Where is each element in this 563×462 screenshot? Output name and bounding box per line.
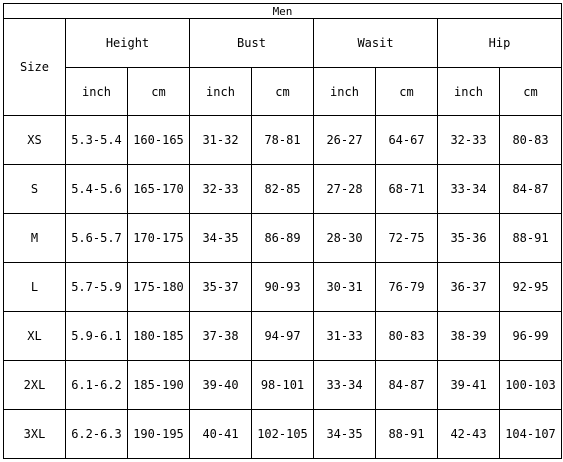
unit-header: inch <box>190 68 252 116</box>
table-row <box>4 361 562 410</box>
unit-header-row <box>4 68 562 116</box>
measurement-cell: 5.3-5.4 <box>66 116 128 165</box>
title-row <box>4 4 562 19</box>
measurement-cell: 82-85 <box>252 165 314 214</box>
measurement-cell: 37-38 <box>190 312 252 361</box>
measurement-cell: 170-175 <box>128 214 190 263</box>
measurement-cell: 28-30 <box>314 214 376 263</box>
measurement-cell: 96-99 <box>500 312 562 361</box>
size-chart-table <box>3 3 562 459</box>
unit-header: cm <box>128 68 190 116</box>
measurement-cell: 160-165 <box>128 116 190 165</box>
measurement-cell: 38-39 <box>438 312 500 361</box>
measurement-cell: 27-28 <box>314 165 376 214</box>
measurement-cell: 5.4-5.6 <box>66 165 128 214</box>
measurement-cell: 175-180 <box>128 263 190 312</box>
measurement-cell: 40-41 <box>190 410 252 459</box>
measurement-cell: 94-97 <box>252 312 314 361</box>
measurement-cell: 33-34 <box>314 361 376 410</box>
measurement-cell: 35-36 <box>438 214 500 263</box>
measurement-cell: 78-81 <box>252 116 314 165</box>
group-header-hip: Hip <box>438 19 562 68</box>
measurement-cell: 31-32 <box>190 116 252 165</box>
measurement-cell: 180-185 <box>128 312 190 361</box>
measurement-cell: 5.7-5.9 <box>66 263 128 312</box>
unit-header: cm <box>252 68 314 116</box>
size-label-cell: XL <box>4 312 66 361</box>
measurement-cell: 30-31 <box>314 263 376 312</box>
measurement-cell: 32-33 <box>190 165 252 214</box>
unit-header: cm <box>500 68 562 116</box>
measurement-cell: 5.6-5.7 <box>66 214 128 263</box>
table-row <box>4 214 562 263</box>
measurement-cell: 100-103 <box>500 361 562 410</box>
measurement-cell: 39-40 <box>190 361 252 410</box>
measurement-cell: 34-35 <box>314 410 376 459</box>
measurement-cell: 34-35 <box>190 214 252 263</box>
group-header-height: Height <box>66 19 190 68</box>
measurement-cell: 5.9-6.1 <box>66 312 128 361</box>
measurement-cell: 86-89 <box>252 214 314 263</box>
group-header-waist: Wasit <box>314 19 438 68</box>
measurement-cell: 33-34 <box>438 165 500 214</box>
table-row <box>4 263 562 312</box>
measurement-cell: 42-43 <box>438 410 500 459</box>
measurement-cell: 88-91 <box>500 214 562 263</box>
table-title: Men <box>4 4 562 19</box>
measurement-cell: 6.1-6.2 <box>66 361 128 410</box>
table-row <box>4 165 562 214</box>
measurement-cell: 102-105 <box>252 410 314 459</box>
group-header-bust: Bust <box>190 19 314 68</box>
size-label-cell: XS <box>4 116 66 165</box>
unit-header: inch <box>314 68 376 116</box>
measurement-cell: 32-33 <box>438 116 500 165</box>
table-row <box>4 312 562 361</box>
measurement-cell: 165-170 <box>128 165 190 214</box>
measurement-cell: 6.2-6.3 <box>66 410 128 459</box>
measurement-cell: 92-95 <box>500 263 562 312</box>
unit-header: inch <box>66 68 128 116</box>
measurement-cell: 80-83 <box>376 312 438 361</box>
measurement-cell: 98-101 <box>252 361 314 410</box>
measurement-cell: 84-87 <box>376 361 438 410</box>
measurement-cell: 39-41 <box>438 361 500 410</box>
measurement-cell: 88-91 <box>376 410 438 459</box>
unit-header: cm <box>376 68 438 116</box>
size-header: Size <box>4 19 66 116</box>
size-label-cell: S <box>4 165 66 214</box>
measurement-cell: 76-79 <box>376 263 438 312</box>
group-header-row <box>4 19 562 68</box>
measurement-cell: 72-75 <box>376 214 438 263</box>
size-label-cell: L <box>4 263 66 312</box>
measurement-cell: 185-190 <box>128 361 190 410</box>
measurement-cell: 68-71 <box>376 165 438 214</box>
size-label-cell: M <box>4 214 66 263</box>
measurement-cell: 64-67 <box>376 116 438 165</box>
measurement-cell: 26-27 <box>314 116 376 165</box>
table-row <box>4 116 562 165</box>
measurement-cell: 31-33 <box>314 312 376 361</box>
measurement-cell: 80-83 <box>500 116 562 165</box>
unit-header: inch <box>438 68 500 116</box>
size-label-cell: 2XL <box>4 361 66 410</box>
table-row <box>4 410 562 459</box>
size-label-cell: 3XL <box>4 410 66 459</box>
measurement-cell: 84-87 <box>500 165 562 214</box>
measurement-cell: 36-37 <box>438 263 500 312</box>
measurement-cell: 190-195 <box>128 410 190 459</box>
measurement-cell: 90-93 <box>252 263 314 312</box>
measurement-cell: 35-37 <box>190 263 252 312</box>
measurement-cell: 104-107 <box>500 410 562 459</box>
